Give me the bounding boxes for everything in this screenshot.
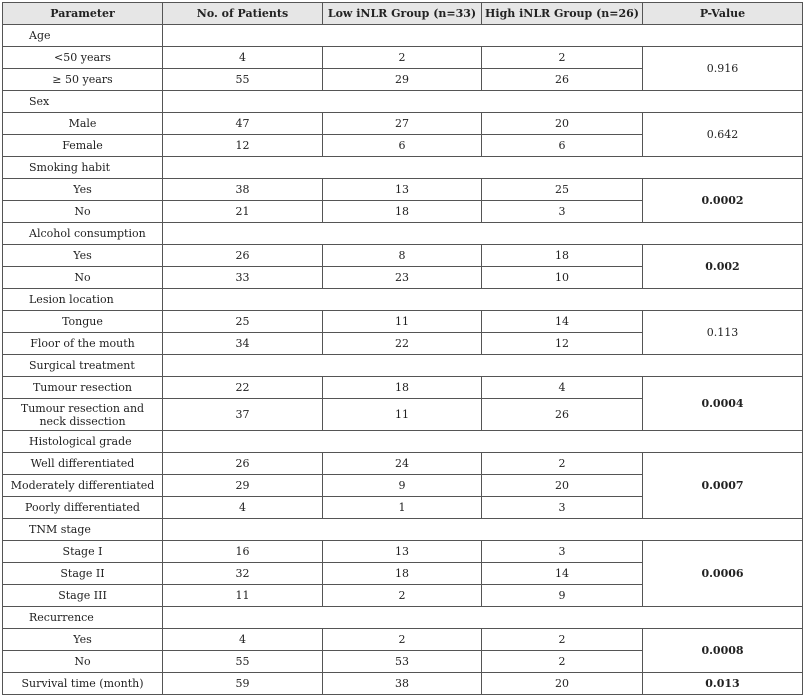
row-label: Tumour resection and neck dissection	[3, 399, 163, 431]
section-header-row	[3, 519, 803, 541]
low-inlr-count: 2	[323, 585, 482, 607]
high-inlr-count: 9	[482, 585, 643, 607]
patients-count: 47	[163, 113, 323, 135]
high-inlr-count: 10	[482, 267, 643, 289]
low-inlr-count: 2	[323, 629, 482, 651]
section-header-row	[3, 157, 803, 179]
high-inlr-count: 3	[482, 497, 643, 519]
high-inlr-count: 3	[482, 201, 643, 223]
high-inlr-count: 26	[482, 69, 643, 91]
header-patients: No. of Patients	[163, 3, 323, 25]
section-spacer	[163, 607, 803, 629]
row-label: No	[3, 201, 163, 223]
patients-count: 33	[163, 267, 323, 289]
table-row	[3, 179, 803, 201]
header-parameter: Parameter	[3, 3, 163, 25]
section-spacer	[163, 289, 803, 311]
high-inlr-count: 25	[482, 179, 643, 201]
section-title: Surgical treatment	[3, 355, 163, 377]
patients-count: 26	[163, 453, 323, 475]
table-row	[3, 47, 803, 69]
row-label: Poorly differentiated	[3, 497, 163, 519]
patients-count: 59	[163, 673, 323, 695]
section-title: Alcohol consumption	[3, 223, 163, 245]
patients-count: 29	[163, 475, 323, 497]
table-row	[3, 453, 803, 475]
row-label: Yes	[3, 629, 163, 651]
high-inlr-count: 26	[482, 399, 643, 431]
high-inlr-count: 20	[482, 113, 643, 135]
section-header-row	[3, 223, 803, 245]
section-spacer	[163, 91, 803, 113]
row-label: Stage I	[3, 541, 163, 563]
high-inlr-count: 2	[482, 651, 643, 673]
patients-count: 38	[163, 179, 323, 201]
low-inlr-count: 53	[323, 651, 482, 673]
low-inlr-count: 1	[323, 497, 482, 519]
header-low-inlr: Low iNLR Group (n=33)	[323, 3, 482, 25]
row-label: Yes	[3, 245, 163, 267]
section-spacer	[163, 431, 803, 453]
low-inlr-count: 38	[323, 673, 482, 695]
low-inlr-count: 18	[323, 563, 482, 585]
low-inlr-count: 27	[323, 113, 482, 135]
low-inlr-count: 11	[323, 311, 482, 333]
row-label: Moderately differentiated	[3, 475, 163, 497]
p-value: 0.0006	[643, 541, 803, 607]
row-label: Tongue	[3, 311, 163, 333]
header-high-inlr: High iNLR Group (n=26)	[482, 3, 643, 25]
low-inlr-count: 24	[323, 453, 482, 475]
patients-count: 32	[163, 563, 323, 585]
patients-count: 12	[163, 135, 323, 157]
low-inlr-count: 11	[323, 399, 482, 431]
patients-count: 4	[163, 497, 323, 519]
patients-count: 37	[163, 399, 323, 431]
row-label: Floor of the mouth	[3, 333, 163, 355]
high-inlr-count: 20	[482, 475, 643, 497]
high-inlr-count: 12	[482, 333, 643, 355]
low-inlr-count: 2	[323, 47, 482, 69]
low-inlr-count: 29	[323, 69, 482, 91]
low-inlr-count: 22	[323, 333, 482, 355]
p-value: 0.0008	[643, 629, 803, 673]
patients-count: 22	[163, 377, 323, 399]
table-row	[3, 377, 803, 399]
section-spacer	[163, 25, 803, 47]
patients-count: 26	[163, 245, 323, 267]
section-title: Histological grade	[3, 431, 163, 453]
row-label: Stage III	[3, 585, 163, 607]
low-inlr-count: 18	[323, 201, 482, 223]
p-value: 0.0004	[643, 377, 803, 431]
p-value: 0.002	[643, 245, 803, 289]
row-label: Male	[3, 113, 163, 135]
p-value: 0.0002	[643, 179, 803, 223]
section-title: Smoking habit	[3, 157, 163, 179]
p-value: 0.013	[643, 673, 803, 695]
section-title: Lesion location	[3, 289, 163, 311]
low-inlr-count: 6	[323, 135, 482, 157]
row-label: No	[3, 651, 163, 673]
section-spacer	[163, 223, 803, 245]
p-value: 0.642	[643, 113, 803, 157]
section-header-row	[3, 91, 803, 113]
patients-count: 55	[163, 651, 323, 673]
section-spacer	[163, 157, 803, 179]
row-label: Well differentiated	[3, 453, 163, 475]
section-header-row	[3, 355, 803, 377]
low-inlr-count: 13	[323, 179, 482, 201]
low-inlr-count: 18	[323, 377, 482, 399]
section-spacer	[163, 519, 803, 541]
high-inlr-count: 2	[482, 629, 643, 651]
low-inlr-count: 9	[323, 475, 482, 497]
table-body	[3, 25, 803, 695]
section-title: Age	[3, 25, 163, 47]
row-label: Tumour resection	[3, 377, 163, 399]
high-inlr-count: 2	[482, 47, 643, 69]
section-header-row	[3, 431, 803, 453]
low-inlr-count: 23	[323, 267, 482, 289]
high-inlr-count: 14	[482, 563, 643, 585]
row-label: ≥ 50 years	[3, 69, 163, 91]
high-inlr-count: 18	[482, 245, 643, 267]
row-label: Yes	[3, 179, 163, 201]
high-inlr-count: 4	[482, 377, 643, 399]
header-row	[3, 3, 803, 25]
p-value: 0.113	[643, 311, 803, 355]
high-inlr-count: 6	[482, 135, 643, 157]
patients-count: 4	[163, 629, 323, 651]
row-label: Stage II	[3, 563, 163, 585]
row-label: Survival time (month)	[3, 673, 163, 695]
table-row	[3, 629, 803, 651]
p-value: 0.0007	[643, 453, 803, 519]
section-header-row	[3, 289, 803, 311]
high-inlr-count: 3	[482, 541, 643, 563]
low-inlr-count: 8	[323, 245, 482, 267]
high-inlr-count: 2	[482, 453, 643, 475]
high-inlr-count: 20	[482, 673, 643, 695]
table-row	[3, 113, 803, 135]
section-title: Sex	[3, 91, 163, 113]
patients-count: 16	[163, 541, 323, 563]
patients-count: 34	[163, 333, 323, 355]
section-spacer	[163, 355, 803, 377]
table-row	[3, 311, 803, 333]
table-row	[3, 245, 803, 267]
survival-row	[3, 673, 803, 695]
row-label: Female	[3, 135, 163, 157]
header-p-value: P-Value	[643, 3, 803, 25]
table-row	[3, 541, 803, 563]
section-header-row	[3, 25, 803, 47]
row-label: <50 years	[3, 47, 163, 69]
patients-count: 55	[163, 69, 323, 91]
patients-count: 21	[163, 201, 323, 223]
section-title: TNM stage	[3, 519, 163, 541]
patient-characteristics-table	[2, 2, 803, 695]
low-inlr-count: 13	[323, 541, 482, 563]
p-value: 0.916	[643, 47, 803, 91]
patients-count: 4	[163, 47, 323, 69]
high-inlr-count: 14	[482, 311, 643, 333]
patients-count: 25	[163, 311, 323, 333]
section-title: Recurrence	[3, 607, 163, 629]
section-header-row	[3, 607, 803, 629]
patients-count: 11	[163, 585, 323, 607]
row-label: No	[3, 267, 163, 289]
